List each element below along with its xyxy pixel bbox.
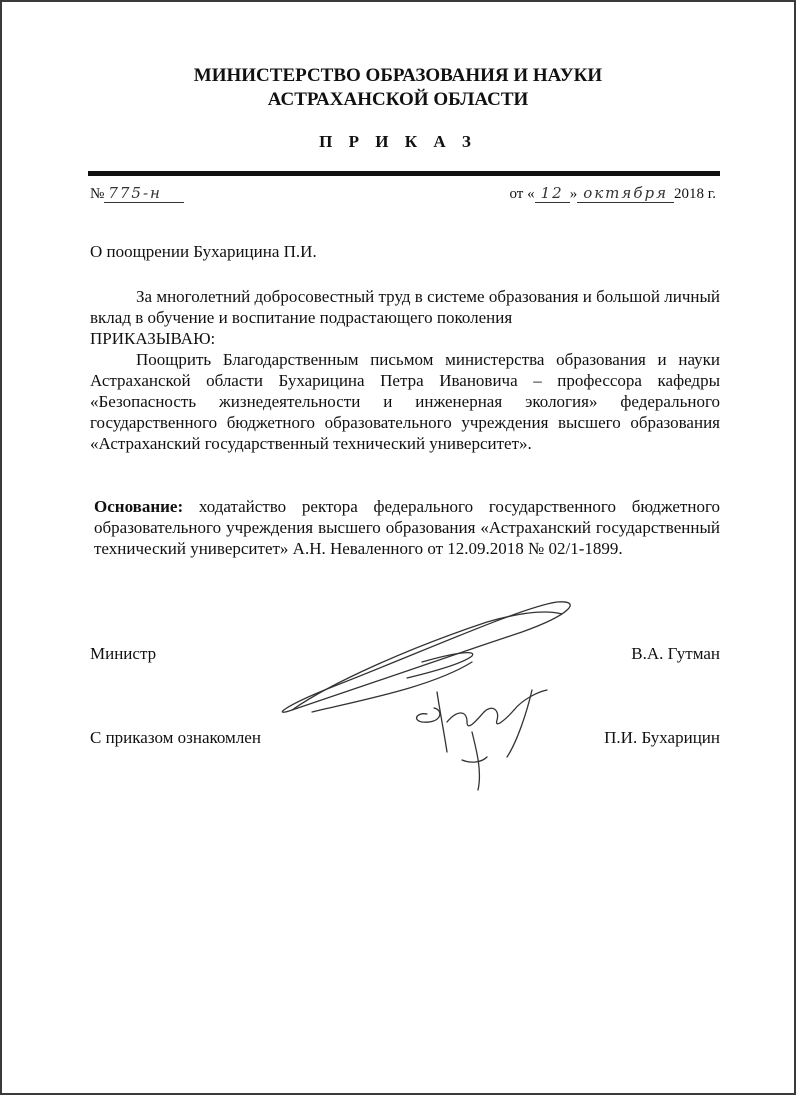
- order-subject: О поощрении Бухарицина П.И.: [90, 242, 317, 261]
- document-type-title: П Р И К А З: [319, 132, 477, 151]
- decision-paragraph: Поощрить Благодарственным письмом министерства образования и науки Астраханской области Бухарицина Петра Ивановича – профессора кафедры «Безопасность жизнедеятельности и инженерная экология» федерального государственного бюджетного образовательного учреждения высшего образования «Астраханский государственный технический университет».: [90, 350, 720, 453]
- order-body: [90, 286, 720, 454]
- acknowledgement-signature: [417, 690, 547, 790]
- date-prefix: от «: [509, 186, 535, 202]
- order-number: [90, 184, 184, 203]
- basis-label: Основание:: [94, 497, 184, 516]
- order-number-prefix: №: [90, 186, 105, 202]
- preamble-paragraph: За многолетний добросовестный труд в системе образования и большой личный вклад в обучение и воспитание подрастающего поколения: [90, 287, 720, 327]
- acknowledged-name: П.И. Бухарицин: [604, 728, 720, 747]
- date-suffix: 2018 г.: [674, 186, 716, 202]
- basis-text: ходатайство ректора федерального государственного бюджетного образовательного учреждения высшего образования «Астраханский государственный технический университет» А.Н. Неваленного от 12.09.2018 № 02/1-1899.: [94, 497, 720, 558]
- ministry-header: [2, 64, 794, 112]
- order-number-handwritten: 775-н: [104, 184, 184, 203]
- acknowledged-label: С приказом ознакомлен: [90, 728, 261, 747]
- header-divider: [88, 171, 720, 176]
- ministry-line-2: АСТРАХАНСКОЙ ОБЛАСТИ: [267, 89, 529, 110]
- minister-name: В.А. Гутман: [631, 644, 720, 663]
- basis-paragraph: [94, 496, 720, 559]
- minister-title: Министр: [90, 644, 157, 663]
- date-day-handwritten: 12: [535, 184, 570, 203]
- order-keyword: ПРИКАЗЫВАЮ:: [90, 329, 216, 348]
- minister-signature: [282, 602, 570, 712]
- ministry-line-1: МИНИСТЕРСТВО ОБРАЗОВАНИЯ И НАУКИ: [193, 65, 603, 86]
- date-mid: »: [569, 186, 578, 202]
- order-date: [509, 184, 716, 203]
- date-month-handwritten: октября: [577, 184, 674, 203]
- handwritten-signatures: [272, 592, 592, 802]
